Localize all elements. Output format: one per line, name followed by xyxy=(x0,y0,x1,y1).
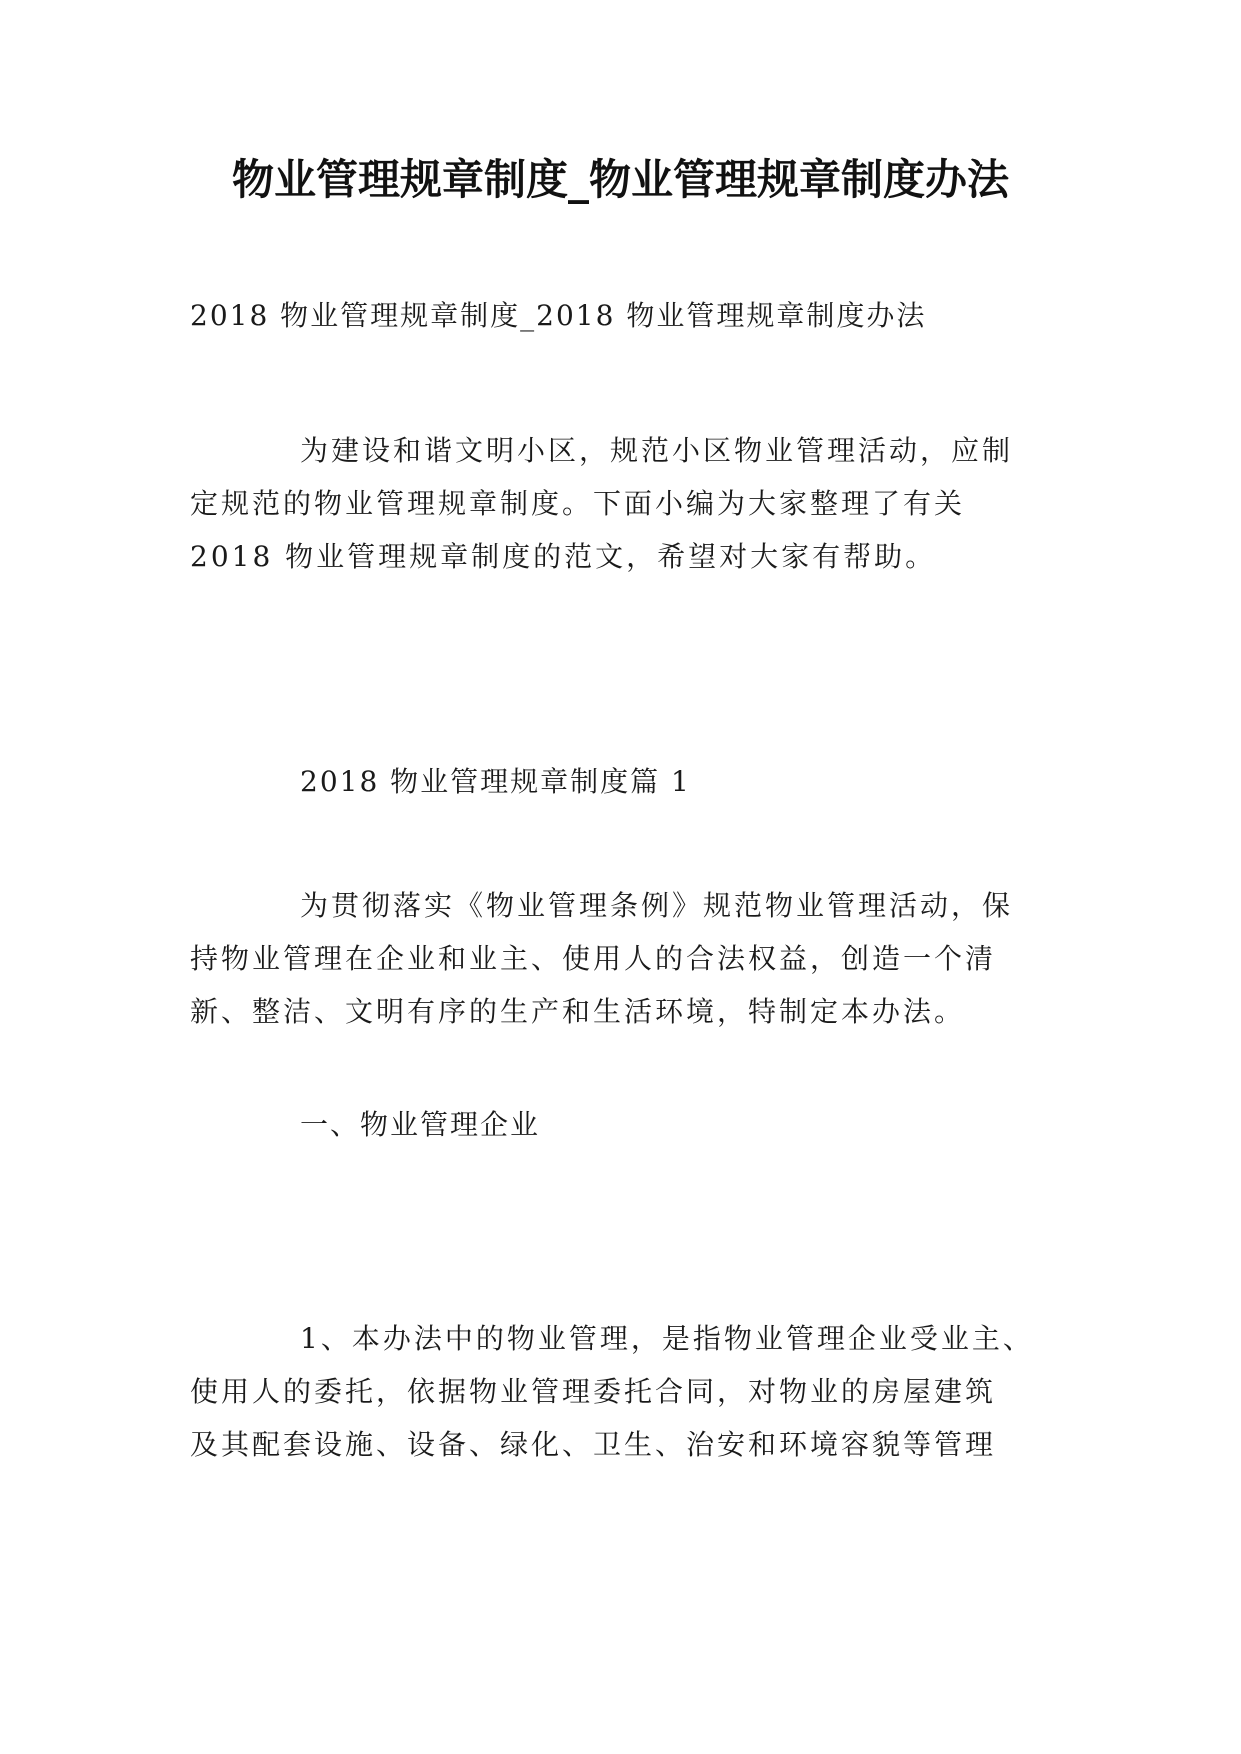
purpose-paragraph xyxy=(190,879,1060,1038)
section-heading: 2018 物业管理规章制度篇 1 xyxy=(300,765,691,798)
document-title: 物业管理规章制度_物业管理规章制度办法 xyxy=(231,155,1009,204)
intro-line-2: 定规范的物业管理规章制度。下面小编为大家整理了有关 xyxy=(190,487,966,520)
article-1-line-3: 及其配套设施、设备、绿化、卫生、治安和环境容貌等管理 xyxy=(190,1428,997,1461)
intro-paragraph xyxy=(190,424,1060,583)
article-1-paragraph xyxy=(190,1312,1060,1471)
chapter-heading: 一、物业管理企业 xyxy=(300,1108,541,1141)
purpose-line-1: 为贯彻落实《物业管理条例》规范物业管理活动，保 xyxy=(300,889,1014,922)
article-1-line-1: 1、本办法中的物业管理，是指物业管理企业受业主、 xyxy=(300,1322,1034,1355)
purpose-line-3: 新、整洁、文明有序的生产和生活环境，特制定本办法。 xyxy=(190,995,966,1028)
purpose-line-2: 持物业管理在企业和业主、使用人的合法权益，创造一个清 xyxy=(190,942,997,975)
intro-line-3: 2018 物业管理规章制度的范文，希望对大家有帮助。 xyxy=(190,540,937,573)
article-1-line-2: 使用人的委托，依据物业管理委托合同，对物业的房屋建筑 xyxy=(190,1375,997,1408)
intro-line-1: 为建设和谐文明小区，规范小区物业管理活动，应制 xyxy=(300,434,1014,467)
document-subtitle: 2018 物业管理规章制度_2018 物业管理规章制度办法 xyxy=(190,299,927,332)
